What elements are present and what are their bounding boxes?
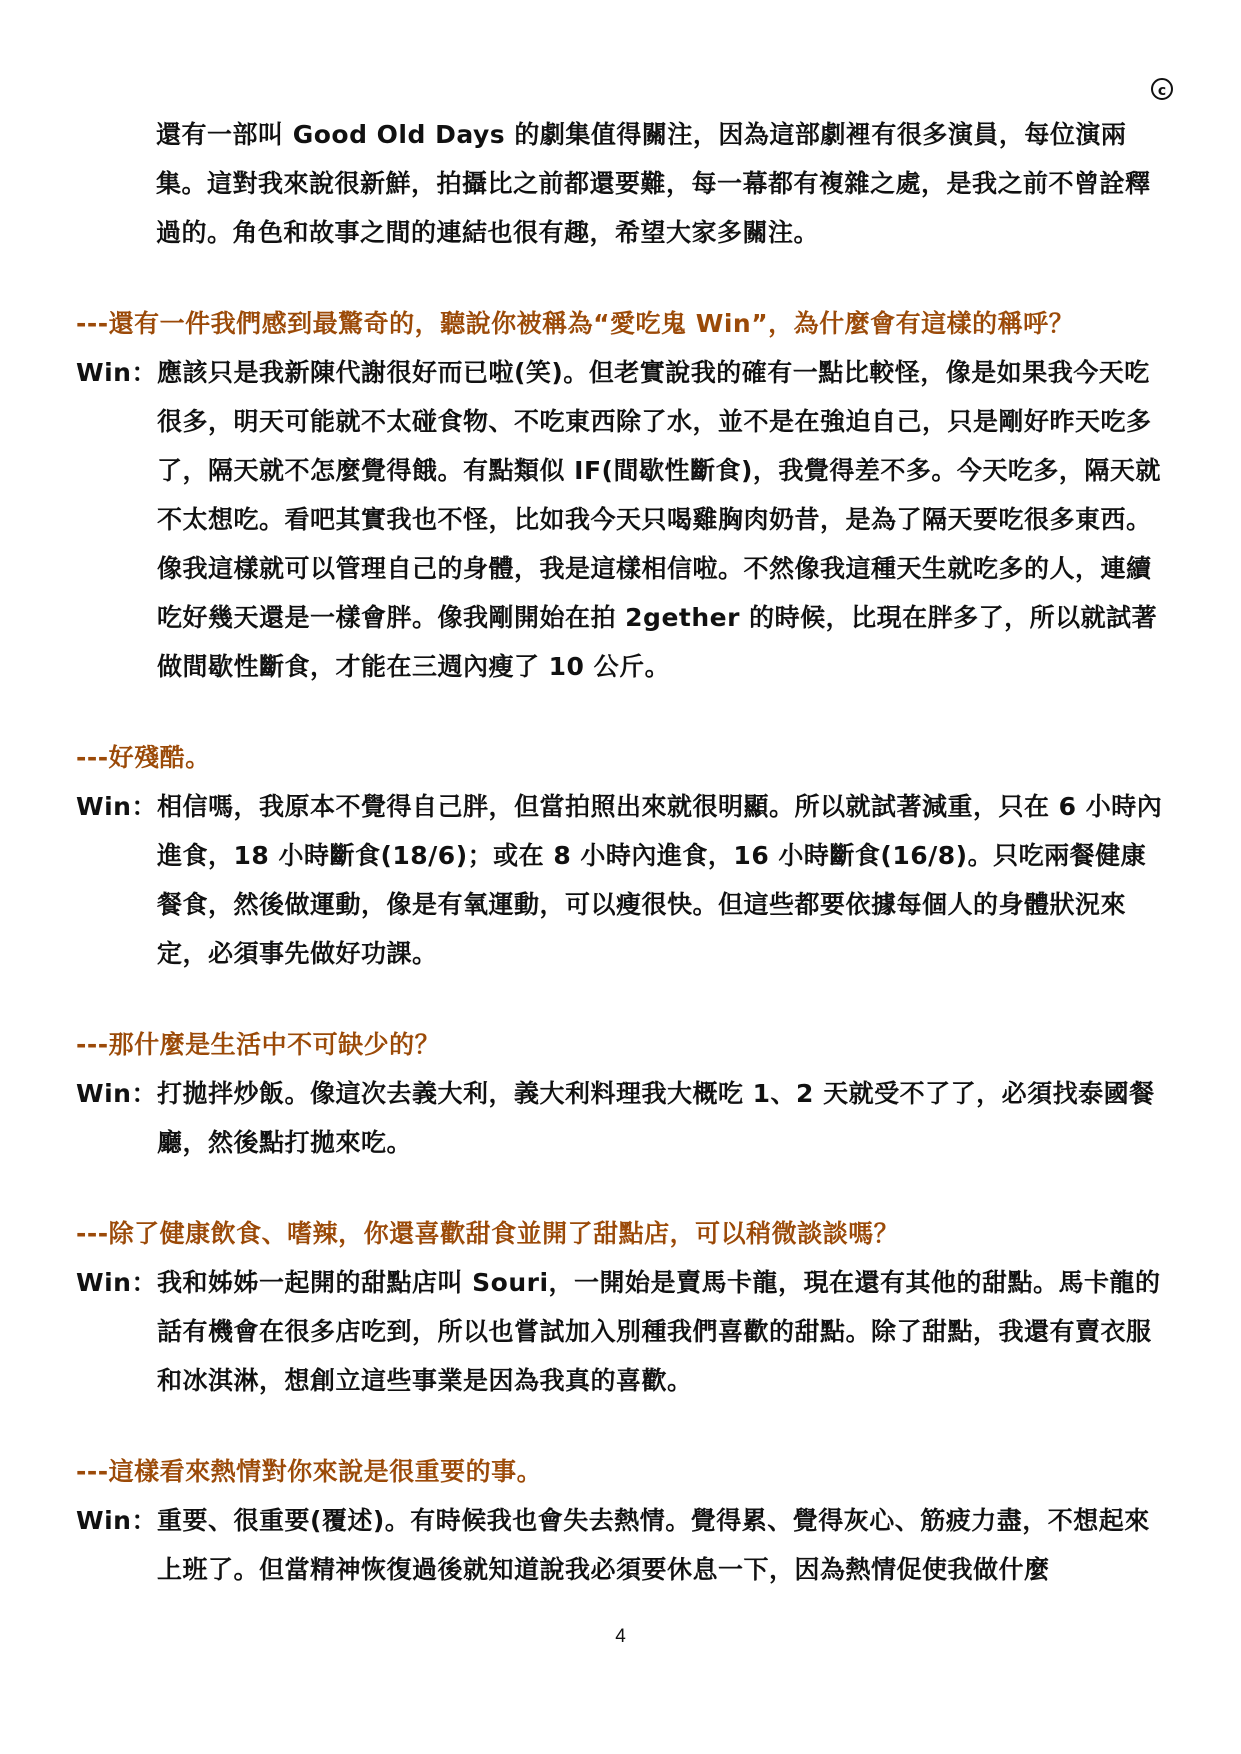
- answer-text: 相信嗎，我原本不覺得自己胖，但當拍照出來就很明顯。所以就試著減重，只在 6 小時內進食，18 小時斷食(18/6)；或在 8 小時內進食，16 小時斷食(16/8)。只吃兩餐健康餐食，然後做運動，像是有氧運動，可以瘦很快。但這些都要依據每個人的身體狀況來定，必須事先做好功課。: [156, 792, 1163, 968]
- qa-block-4: [76, 1209, 1171, 1405]
- speaker-label: Win：: [76, 358, 157, 387]
- interview-question: ---還有一件我們感到最驚奇的，聽說你被稱為“愛吃鬼 Win”，為什麼會有這樣的稱呼？: [76, 309, 1075, 338]
- interview-answer: [76, 348, 1171, 691]
- answer-text: 應該只是我新陳代謝很好而已啦(笑)。但老實說我的確有一點比較怪，像是如果我今天吃很多，明天可能就不太碰食物、不吃東西除了水，並不是在強迫自己，只是剛好昨天吃多了，隔天就不怎麼覺得餓。有點類似 IF(間歇性斷食)，我覺得差不多。今天吃多，隔天就不太想吃。看吧其實我也不怪，比如我今天只喝雞胸肉奶昔，是為了隔天要吃很多東西。像我這樣就可以管理自己的身體，我是這樣相信啦。不然像我這種天生就吃多的人，連續吃好幾天還是一樣會胖。像我剛開始在拍 2gether 的時候，比現在胖多了，所以就試著做間歇性斷食，才能在三週內瘦了 10 公斤。: [156, 358, 1161, 681]
- answer-text: 重要、很重要(覆述)。有時候我也會失去熱情。覺得累、覺得灰心、筋疲力盡，不想起來上班了。但當精神恢復過後就知道說我必須要休息一下，因為熱情促使我做什麼: [156, 1506, 1150, 1584]
- interview-answer: [76, 782, 1171, 978]
- interview-question: ---這樣看來熱情對你來說是很重要的事。: [76, 1457, 543, 1486]
- speaker-label: Win：: [76, 792, 157, 821]
- intro-paragraph: 還有一部叫 Good Old Days 的劇集值得關注，因為這部劇裡有很多演員，每位演兩集。這對我來說很新鮮，拍攝比之前都還要難，每一幕都有複雜之處，是我之前不曾詮釋過的。角色和故事之間的連結也很有趣，希望大家多關注。: [156, 120, 1151, 247]
- qa-block-5: [76, 1447, 1171, 1594]
- qa-block-1: [76, 299, 1171, 691]
- interview-question: ---除了健康飲食、嗜辣，你還喜歡甜食並開了甜點店，可以稍微談談嗎？: [76, 1219, 900, 1248]
- interview-question: ---好殘酷。: [76, 743, 211, 772]
- interview-answer: [76, 1069, 1171, 1167]
- page-number: 4: [615, 1626, 626, 1647]
- qa-block-3: [76, 1020, 1171, 1167]
- answer-text: 打拋拌炒飯。像這次去義大利，義大利料理我大概吃 1、2 天就受不了了，必須找泰國餐廳，然後點打拋來吃。: [156, 1079, 1155, 1157]
- answer-text: 我和姊姊一起開的甜點店叫 Souri，一開始是賣馬卡龍，現在還有其他的甜點。馬卡龍的話有機會在很多店吃到，所以也嘗試加入別種我們喜歡的甜點。除了甜點，我還有賣衣服和冰淇淋，想創立這些事業是因為我真的喜歡。: [156, 1268, 1161, 1395]
- article-body: [76, 110, 1171, 1594]
- interview-answer: [76, 1258, 1171, 1405]
- speaker-label: Win：: [76, 1506, 157, 1535]
- speaker-label: Win：: [76, 1268, 157, 1297]
- interview-question: ---那什麼是生活中不可缺少的？: [76, 1030, 441, 1059]
- speaker-label: Win：: [76, 1079, 157, 1108]
- interview-answer: [76, 1496, 1171, 1594]
- copyright-icon: c: [1151, 78, 1173, 100]
- qa-block-2: [76, 733, 1171, 978]
